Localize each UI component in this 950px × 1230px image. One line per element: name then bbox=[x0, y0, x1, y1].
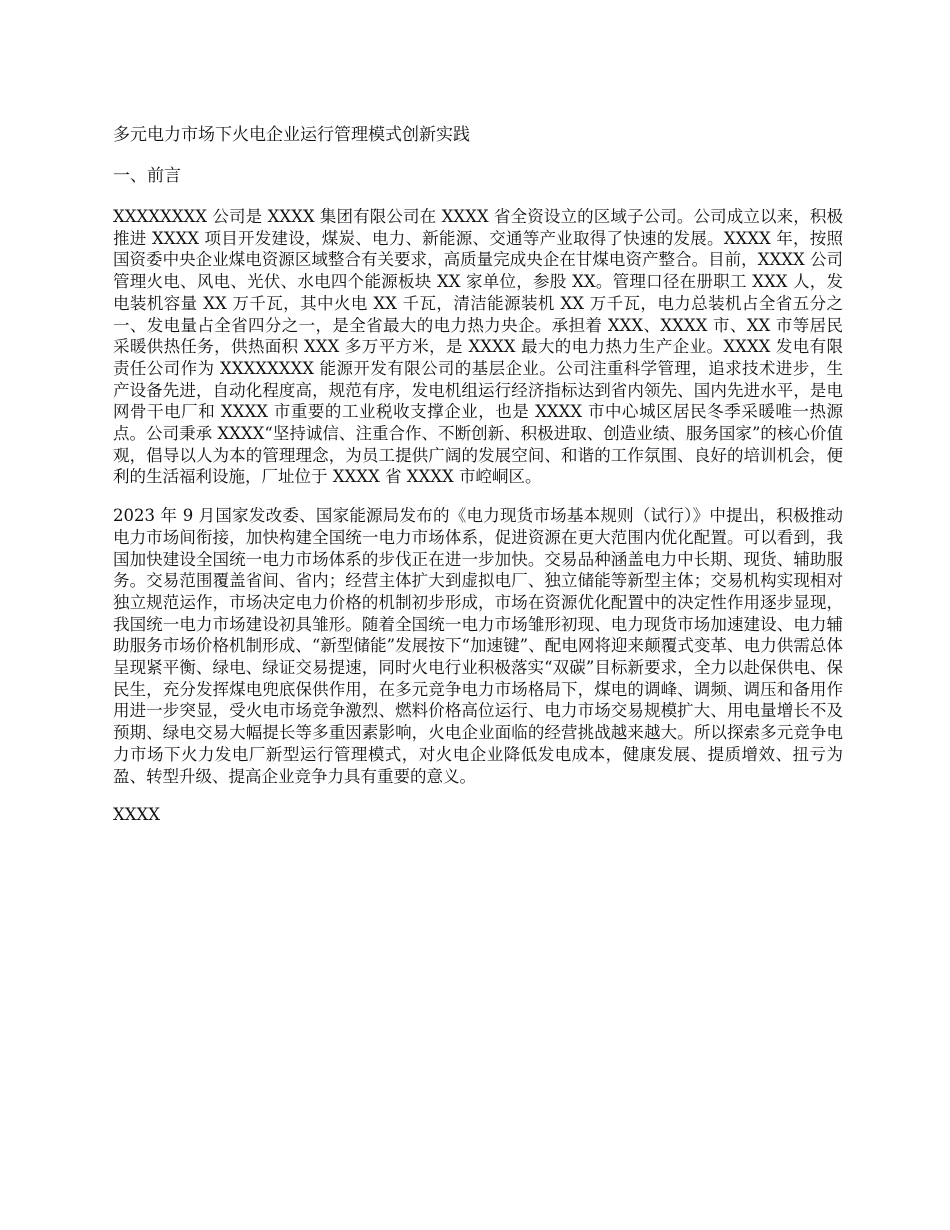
document-title: 多元电力市场下火电企业运行管理模式创新实践 bbox=[113, 125, 470, 145]
paragraph-company-intro: XXXXXXXX 公司是 XXXX 集团有限公司在 XXXX 省全资设立的区域子公司。公司成立以来，积极推进 XXXX 项目开发建设，煤炭、电力、新能源、交通等产业取得了快速的发展。XXXX 年，按照国资委中央企业煤电资源区域整合有关要求，高质量完成央企在甘煤电资产整合。目前，XXXX 公司管理火电、风电、光伏、水电四个能源板块 XX 家单位，参股 XX。管理口径在册职工 XXX 人，发电装机容量 XX 万千瓦，其中火电 XX 千瓦，清洁能源装机 XX 万千瓦，电力总装机占全省五分之一、发电量占全省四分之一，是全省最大的电力热力央企。承担着 XXX、XXXX 市、XX 市等居民采暖供热任务，供热面积 XXX 多万平方米，是 XXXX 最大的电力热力生产企业。XXXX 发电有限责任公司作为 XXXXXXXX 能源开发有限公司的基层企业。公司注重科学管理，追求技术进步，生产设备先进，自动化程度高，规范有序，发电机组运行经济指标达到省内领先、国内先进水平，是电网骨干电厂和 XXXX 市重要的工业税收支撑企业，也是 XXXX 市中心城区居民冬季采暖唯一热源点。公司秉承 XXXX“坚持诚信、注重合作、不断创新、积极进取、创造业绩、服务国家”的核心价值观，倡导以人为本的管理理念，为员工提供广阔的发展空间、和谐的工作氛围、良好的培训机会，便利的生活福利设施，厂址位于 XXXX 省 XXXX 市崆峒区。 bbox=[113, 207, 843, 487]
document-page bbox=[113, 124, 843, 826]
paragraph-market-background: 2023 年 9 月国家发改委、国家能源局发布的《电力现货市场基本规则（试行）》中提出，积极推动电力市场间衔接，加快构建全国统一电力市场体系，促进资源在更大范围内优化配置。可以看到，我国加快建设全国统一电力市场体系的步伐正在进一步加快。交易品种涵盖电力中长期、现货、辅助服务。交易范围覆盖省间、省内；经营主体扩大到虚拟电厂、独立储能等新型主体；交易机构实现相对独立规范运作，市场决定电力价格的机制初步形成，市场在资源优化配置中的决定性作用逐步显现，我国统一电力市场建设初具雏形。随着全国统一电力市场雏形初现、电力现货市场加速建设、电力辅助服务市场价格机制形成、“新型储能”发展按下“加速键”、配电网将迎来颠覆式变革、电力供需总体呈现紧平衡、绿电、绿证交易提速，同时火电行业积极落实“双碳”目标新要求，全力以赴保供电、保民生，充分发挥煤电兜底保供作用，在多元竞争电力市场格局下，煤电的调峰、调频、调压和备用作用进一步突显，受火电市场竞争激烈、燃料价格高位运行、电力市场交易规模扩大、用电量增长不及预期、绿电交易大幅提长等多重因素影响，火电企业面临的经营挑战越来越大。所以探索多元竞争电力市场下火力发电厂新型运行管理模式，对火电企业降低发电成本，健康发展、提质增效、扭亏为盈、转型升级、提高企业竞争力具有重要的意义。 bbox=[113, 506, 843, 786]
trailing-text: XXXX bbox=[113, 805, 160, 825]
section-heading: 一、前言 bbox=[113, 166, 181, 186]
